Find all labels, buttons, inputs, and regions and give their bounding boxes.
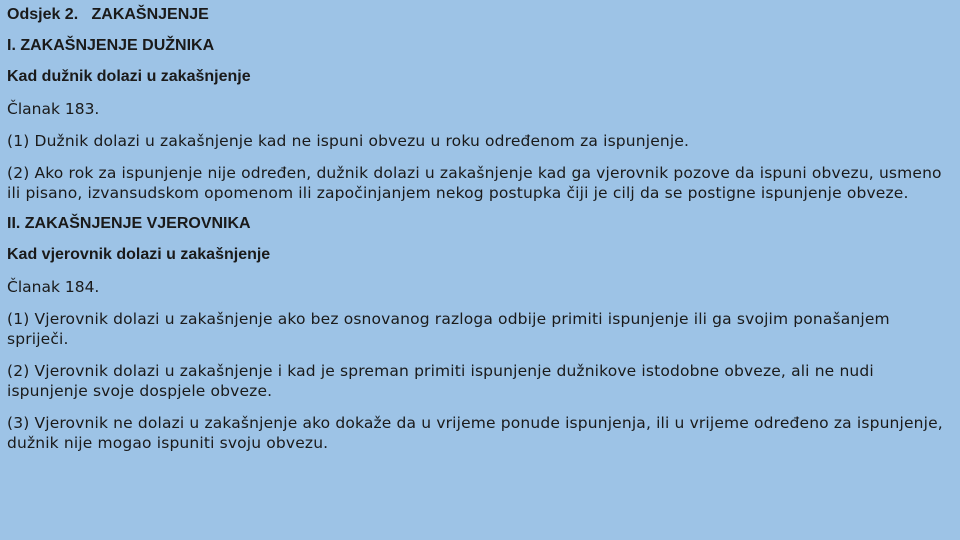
part1-paragraph-2: (2) Ako rok za ispunjenje nije određen, dužnik dolazi u zakašnjenje kad ga vjerovnik pozove da ispuni obvezu, usmeno ili pisano, izvansudskom opomenom ili započinjanjem nekog postupka čiji je cilj da se postigne ispunjenje obveze.: [7, 164, 942, 202]
part1-paragraph-1: (1) Dužnik dolazi u zakašnjenje kad ne ispuni obvezu u roku određenom za ispunjenje.: [7, 132, 690, 150]
part2-paragraph-1: (1) Vjerovnik dolazi u zakašnjenje ako bez osnovanog razloga odbije primiti ispunjenje ili ga svojim ponašanjem spriječi.: [7, 310, 890, 348]
section-heading: Odsjek 2. ZAKAŠNJENJE: [7, 6, 209, 23]
part2-title: II. ZAKAŠNJENJE VJEROVNIKA: [7, 215, 251, 232]
part2-paragraph-3: (3) Vjerovnik ne dolazi u zakašnjenje ako dokaže da u vrijeme ponude ispunjenja, ili u vrijeme određeno za ispunjenje, dužnik nije mogao ispuniti svoju obvezu.: [7, 414, 943, 452]
part2-paragraph-2: (2) Vjerovnik dolazi u zakašnjenje i kad je spreman primiti ispunjenje dužnikove istodobne obveze, ali ne nudi ispunjenje svoje dospjele obveze.: [7, 362, 874, 400]
part1-subtitle: Kad dužnik dolazi u zakašnjenje: [7, 68, 251, 85]
part2-subtitle: Kad vjerovnik dolazi u zakašnjenje: [7, 246, 271, 263]
part1-article: Članak 183.: [7, 100, 100, 118]
part1-title: I. ZAKAŠNJENJE DUŽNIKA: [7, 37, 215, 54]
part2-article: Članak 184.: [7, 278, 100, 296]
